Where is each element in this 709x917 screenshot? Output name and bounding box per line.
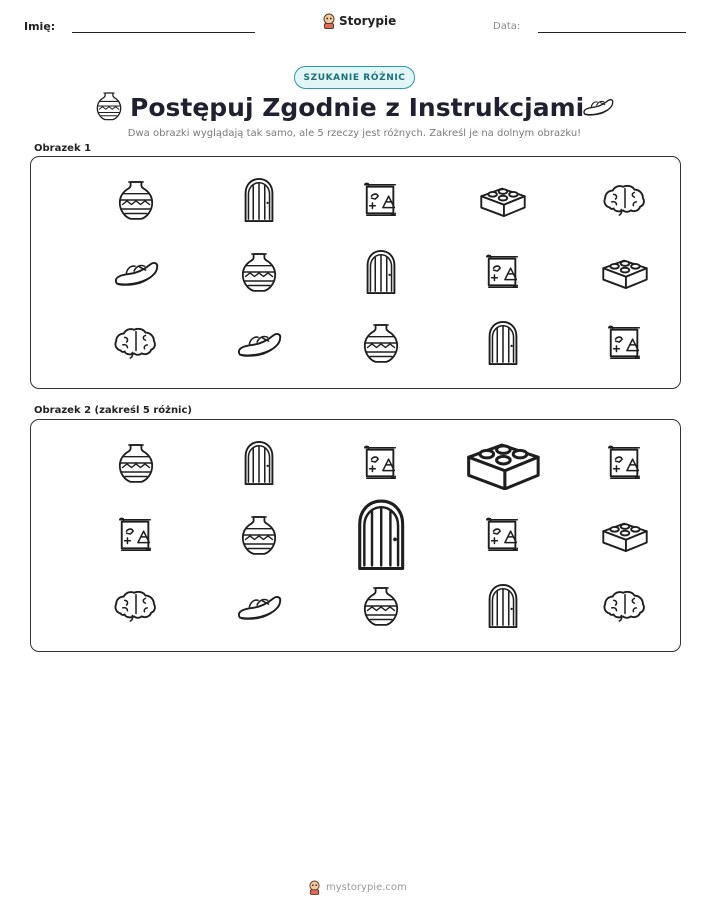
picture-1-vase-icon: [241, 250, 277, 298]
picture-1-sandal-icon: [236, 326, 282, 364]
picture-2-scroll-icon[interactable]: [606, 443, 644, 487]
footer-url: mystorypie.com: [326, 882, 407, 893]
picture-1-scroll-icon: [484, 252, 522, 296]
picture-2-vase-icon[interactable]: [363, 584, 399, 632]
picture-2-brain-icon[interactable]: [602, 589, 648, 627]
title-vase-icon: [96, 91, 122, 121]
panel-2-label: Obrazek 2 (zakreśl 5 różnic): [34, 405, 192, 416]
picture-2-sandal-icon[interactable]: [236, 589, 282, 627]
date-line[interactable]: [538, 32, 686, 33]
picture-2-brick-icon[interactable]: [465, 436, 542, 494]
picture-2-brick-icon[interactable]: [601, 518, 649, 556]
picture-2-panel[interactable]: [30, 419, 681, 652]
picture-1-door-icon: [486, 320, 520, 370]
picture-2-door-icon[interactable]: [486, 583, 520, 633]
picture-2-scroll-icon[interactable]: [362, 443, 400, 487]
picture-2-scroll-icon[interactable]: [484, 515, 522, 559]
picture-1-brain-icon: [602, 183, 648, 221]
footer: [308, 880, 407, 895]
instructions: Dwa obrazki wyglądają tak samo, ale 5 rzeczy jest różnych. Zakreśl je na dolnym obrazku!: [127, 128, 582, 139]
page-title: Postępuj Zgodnie z Instrukcjami: [130, 93, 585, 122]
title-sandal-icon: [582, 94, 614, 118]
picture-2-scroll-icon[interactable]: [117, 515, 155, 559]
picture-2-door-icon[interactable]: [354, 498, 408, 576]
picture-1-scroll-icon: [362, 180, 400, 224]
picture-2-door-icon[interactable]: [242, 440, 276, 490]
footer-logo-icon: [308, 880, 321, 895]
picture-1-vase-icon: [118, 178, 154, 226]
date-label: Data:: [493, 21, 521, 32]
picture-2-vase-icon[interactable]: [118, 441, 154, 489]
picture-1-brick-icon: [479, 183, 527, 221]
picture-1-door-icon: [242, 177, 276, 227]
storypie-logo-icon: [322, 13, 336, 29]
brand: [322, 13, 396, 29]
category-badge: SZUKANIE RÓŻNIC: [294, 66, 415, 89]
name-label: Imię:: [24, 20, 56, 33]
picture-1-vase-icon: [363, 321, 399, 369]
picture-1-brain-icon: [113, 326, 159, 364]
picture-2-brain-icon[interactable]: [113, 589, 159, 627]
brand-name: Storypie: [339, 14, 397, 28]
name-line[interactable]: [72, 32, 255, 33]
picture-2-vase-icon[interactable]: [241, 513, 277, 561]
panel-1-label: Obrazek 1: [34, 143, 92, 154]
picture-1-brick-icon: [601, 255, 649, 293]
picture-1-door-icon: [364, 249, 398, 299]
picture-1-scroll-icon: [606, 323, 644, 367]
picture-1-panel: [30, 156, 681, 389]
picture-1-sandal-icon: [113, 255, 159, 293]
